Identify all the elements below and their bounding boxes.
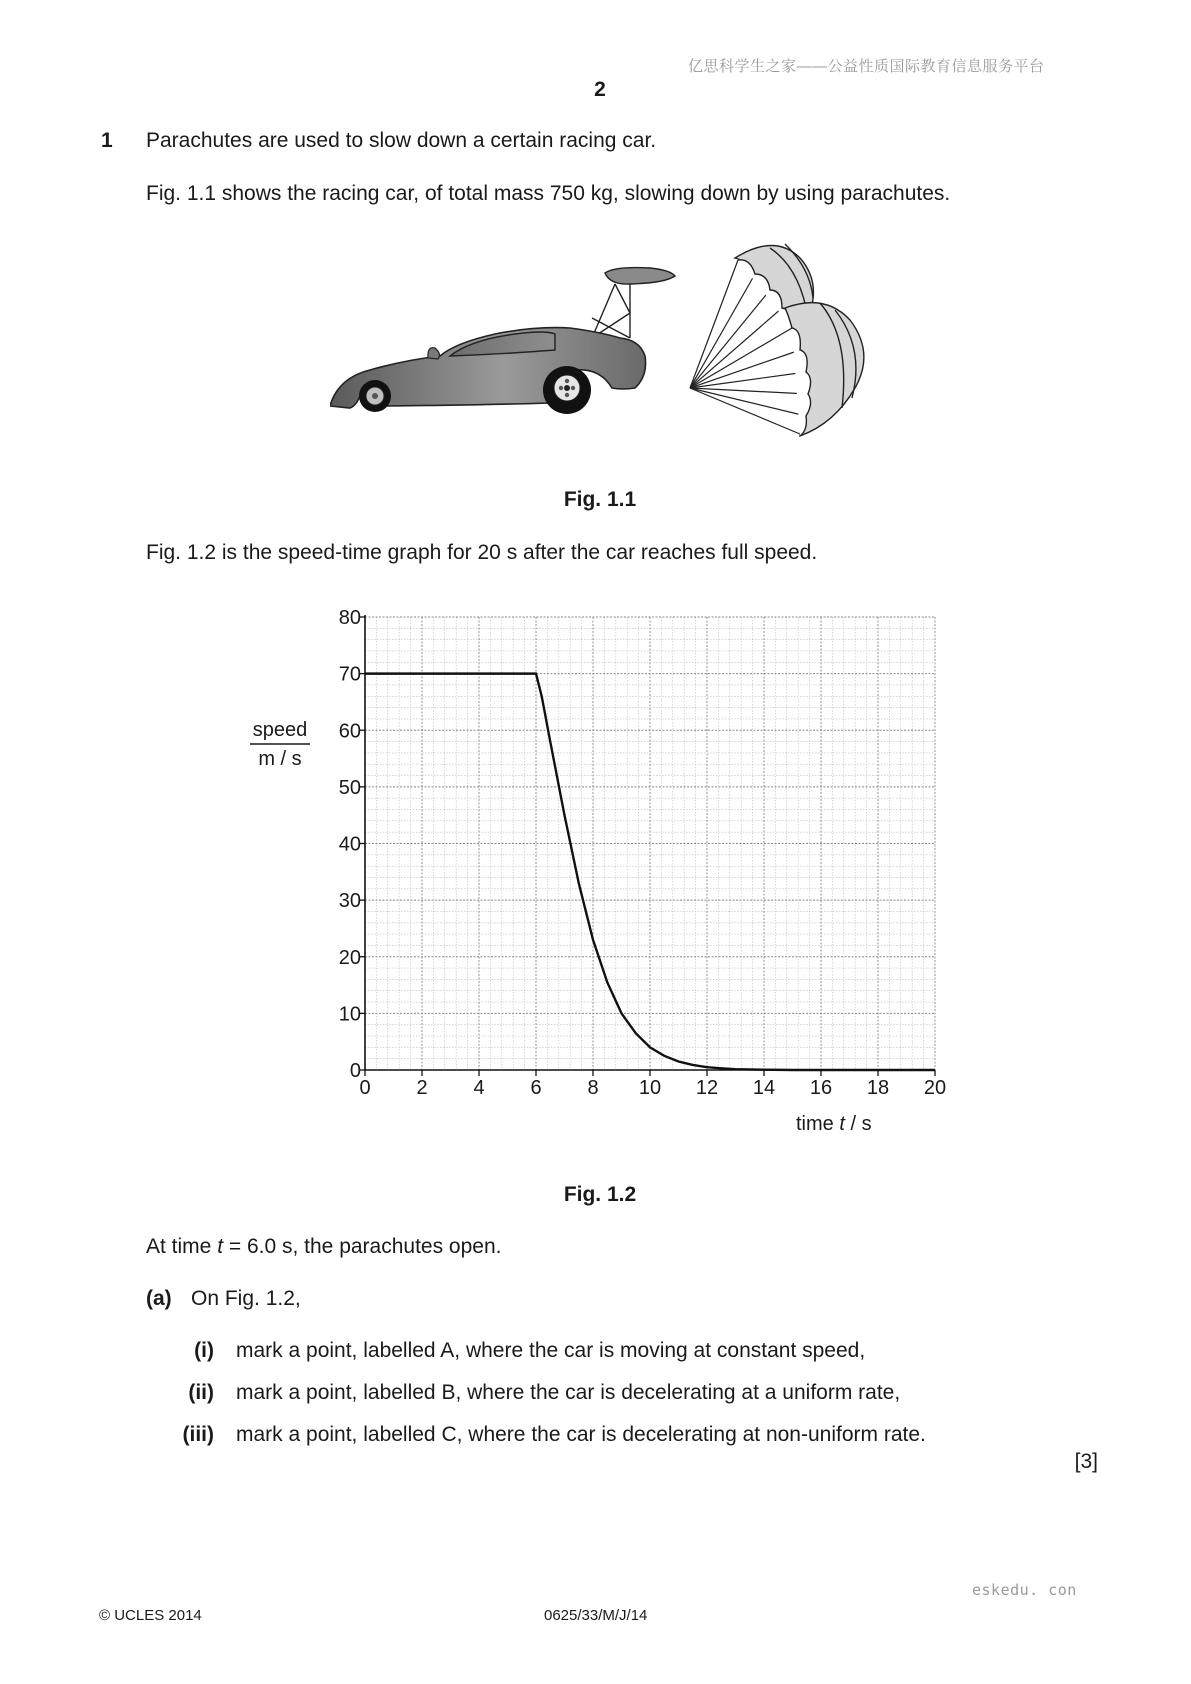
- y-tick-label: 70: [338, 663, 361, 686]
- question-number: 1: [101, 129, 113, 152]
- y-tick-label: 40: [338, 833, 361, 856]
- y-axis-label-top: speed: [252, 719, 308, 741]
- x-tick-label: 14: [752, 1077, 776, 1099]
- x-tick-label: 18: [866, 1077, 890, 1099]
- rear-wing: [592, 268, 675, 338]
- subpart-ii-label: (ii): [188, 1381, 214, 1404]
- x-axis-label: time t / s: [796, 1113, 872, 1135]
- x-tick-label: 6: [530, 1077, 542, 1099]
- y-tick-label: 30: [338, 890, 361, 913]
- x-tick-label: 8: [587, 1077, 599, 1099]
- fig11-caption: Fig. 1.1: [563, 488, 637, 511]
- speed-time-graph: [230, 590, 970, 1150]
- y-tick-label: 50: [338, 776, 361, 799]
- fig11-description: Fig. 1.1 shows the racing car, of total mass 750 kg, slowing down by using parachutes.: [146, 182, 951, 205]
- x-tick-label: 10: [638, 1077, 662, 1099]
- footer-copyright: © UCLES 2014: [99, 1607, 202, 1624]
- y-tick-label: 10: [338, 1003, 361, 1026]
- y-tick-label: 0: [349, 1060, 361, 1082]
- part-a-label: (a): [146, 1287, 172, 1310]
- x-tick-label: 12: [695, 1077, 719, 1099]
- x-tick-label: 16: [809, 1077, 833, 1099]
- y-tick-label: 20: [338, 946, 361, 969]
- fig12-caption: Fig. 1.2: [563, 1183, 637, 1206]
- subpart-i-label: (i): [194, 1339, 214, 1362]
- footer-site-watermark: eskedu. con: [972, 1581, 1077, 1599]
- parachute-lower: [785, 303, 864, 436]
- y-tick-label: 80: [338, 607, 361, 629]
- x-tick-label: 2: [416, 1077, 428, 1099]
- x-tick-label: 20: [923, 1077, 947, 1099]
- footer-paper-code: 0625/33/M/J/14: [544, 1607, 648, 1624]
- y-tick-label: 60: [338, 720, 361, 743]
- racing-car-illustration: [330, 238, 870, 458]
- car-mirror: [428, 348, 440, 359]
- y-axis-label-bottom: m / s: [258, 748, 302, 770]
- marks-allocation: [3]: [1074, 1450, 1098, 1473]
- subpart-ii-text: mark a point, labelled B, where the car is decelerating at a uniform rate,: [236, 1381, 901, 1404]
- subpart-i-text: mark a point, labelled A, where the car is moving at constant speed,: [236, 1339, 866, 1362]
- part-a-text: On Fig. 1.2,: [191, 1287, 301, 1310]
- statement-parachutes-open: At time t = 6.0 s, the parachutes open.: [146, 1235, 502, 1258]
- subpart-iii-label: (iii): [182, 1423, 214, 1446]
- subpart-iii-text: mark a point, labelled C, where the car is decelerating at non-uniform rate.: [236, 1423, 926, 1446]
- x-tick-label: 4: [473, 1077, 485, 1099]
- front-wheel: [359, 380, 391, 412]
- page-number: 2: [594, 78, 606, 101]
- rear-wheel: [543, 366, 591, 414]
- fig12-description: Fig. 1.2 is the speed-time graph for 20 s after the car reaches full speed.: [146, 541, 818, 564]
- question-intro: Parachutes are used to slow down a certain racing car.: [146, 129, 657, 152]
- header-watermark: 亿思科学生之家——公益性质国际教育信息服务平台: [688, 58, 1045, 75]
- x-tick-label: 0: [359, 1077, 371, 1099]
